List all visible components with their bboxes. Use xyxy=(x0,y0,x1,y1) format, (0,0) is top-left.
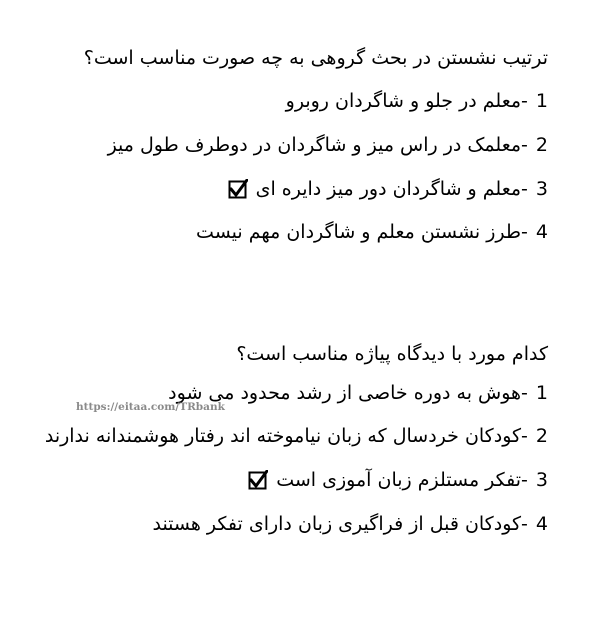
option-text: -کودکان قبل از فراگیری زبان دارای تفکر هستند xyxy=(152,513,528,535)
question-2-text: کدام مورد با دیدگاه پیاژه مناسب است؟ xyxy=(236,343,548,365)
question-1-option-2[interactable] xyxy=(108,132,548,158)
question-2-option-3[interactable] xyxy=(248,467,548,493)
option-text: -معلم در جلو و شاگردان روبرو xyxy=(285,90,528,112)
option-text: -معلم و شاگردان دور میز دایره ای xyxy=(255,178,528,200)
question-2-option-1[interactable] xyxy=(168,380,548,406)
option-number: 4 xyxy=(535,221,548,243)
question-2-option-4[interactable] xyxy=(152,511,548,537)
question-1-option-1[interactable] xyxy=(286,88,548,114)
option-number: 1 xyxy=(535,382,548,404)
option-text: -معلمک در راس میز و شاگردان در دوطرف طول میز xyxy=(107,134,528,156)
option-number: 4 xyxy=(535,513,548,535)
option-number: 1 xyxy=(535,90,548,112)
question-1-text: ترتیب نشستن در بحث گروهی به چه صورت مناسب است؟ xyxy=(83,47,548,69)
option-text: -هوش به دوره خاصی از رشد محدود می شود xyxy=(168,382,528,404)
checked-box-icon xyxy=(228,179,248,199)
option-text: -تفکر مستلزم زبان آموزی است xyxy=(276,469,528,491)
option-text: -کودکان خردسال که زبان نیاموخته اند رفتار هوشمندانه ندارند xyxy=(44,425,528,447)
option-number: 3 xyxy=(535,178,548,200)
question-1-option-3[interactable] xyxy=(228,176,548,202)
option-text: -طرز نشستن معلم و شاگردان مهم نیست xyxy=(196,221,528,243)
question-1-option-4[interactable] xyxy=(196,219,548,245)
checked-box-icon xyxy=(248,470,268,490)
option-number: 2 xyxy=(535,134,548,156)
option-number: 2 xyxy=(535,425,548,447)
option-number: 3 xyxy=(535,469,548,491)
watermark-link-text: https://eitaa.com/TRbank xyxy=(76,401,225,413)
question-2-option-2[interactable] xyxy=(45,423,548,449)
